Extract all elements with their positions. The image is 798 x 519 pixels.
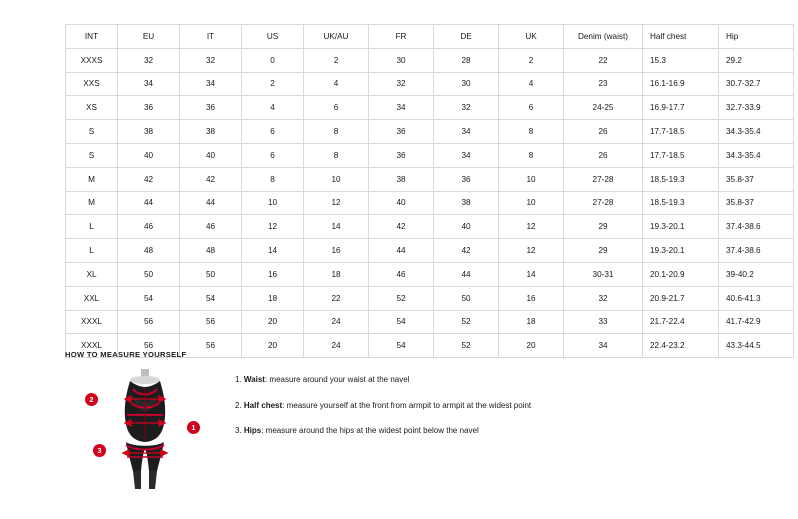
- how-to-measure-title: HOW TO MEASURE YOURSELF: [65, 350, 187, 359]
- cell-uk-au: 14: [304, 215, 369, 239]
- marker-2: 2: [85, 393, 98, 406]
- cell-de: 30: [434, 72, 499, 96]
- cell-uk-au: 4: [304, 72, 369, 96]
- mannequin-illustration: [111, 369, 179, 494]
- cell-denim-waist: 34: [564, 334, 643, 358]
- cell-uk-au: 6: [304, 96, 369, 120]
- measurement-instructions: [235, 369, 531, 452]
- cell-uk-au: 12: [304, 191, 369, 215]
- cell-uk: 2: [499, 48, 564, 72]
- instruction-text: : measure around your waist at the navel: [264, 375, 410, 384]
- cell-uk-au: 24: [304, 334, 369, 358]
- cell-denim-waist: 24-25: [564, 96, 643, 120]
- cell-hip: 34.3-35.4: [719, 120, 794, 144]
- cell-fr: 42: [369, 215, 434, 239]
- table-row: [66, 286, 794, 310]
- instruction-number: 2.: [235, 400, 242, 410]
- cell-uk: 12: [499, 239, 564, 263]
- column-header-de: DE: [434, 25, 499, 49]
- cell-fr: 38: [369, 167, 434, 191]
- cell-hip: 29.2: [719, 48, 794, 72]
- column-header-int: INT: [66, 25, 118, 49]
- cell-denim-waist: 33: [564, 310, 643, 334]
- cell-uk: 8: [499, 143, 564, 167]
- table-row: [66, 143, 794, 167]
- cell-us: 14: [242, 239, 304, 263]
- cell-half-chest: 22.4-23.2: [643, 334, 719, 358]
- cell-uk: 12: [499, 215, 564, 239]
- cell-int: XXXL: [66, 310, 118, 334]
- cell-eu: 42: [118, 167, 180, 191]
- marker-3: 3: [93, 444, 106, 457]
- marker-1: 1: [187, 421, 200, 434]
- size-chart-table: [65, 24, 794, 358]
- cell-eu: 38: [118, 120, 180, 144]
- cell-eu: 56: [118, 334, 180, 358]
- cell-de: 28: [434, 48, 499, 72]
- cell-hip: 37.4-38.6: [719, 239, 794, 263]
- cell-us: 18: [242, 286, 304, 310]
- cell-denim-waist: 27-28: [564, 191, 643, 215]
- table-row: [66, 310, 794, 334]
- cell-us: 4: [242, 96, 304, 120]
- cell-half-chest: 15.3: [643, 48, 719, 72]
- cell-denim-waist: 22: [564, 48, 643, 72]
- cell-it: 56: [180, 310, 242, 334]
- cell-half-chest: 16.9-17.7: [643, 96, 719, 120]
- column-header-uk: UK: [499, 25, 564, 49]
- cell-eu: 40: [118, 143, 180, 167]
- cell-hip: 30.7-32.7: [719, 72, 794, 96]
- cell-us: 6: [242, 143, 304, 167]
- table-row: [66, 72, 794, 96]
- cell-hip: 35.8-37: [719, 191, 794, 215]
- instruction-term: Hips: [243, 426, 262, 436]
- cell-denim-waist: 26: [564, 143, 643, 167]
- cell-uk: 20: [499, 334, 564, 358]
- instruction-term: Waist: [243, 375, 265, 384]
- cell-uk-au: 18: [304, 262, 369, 286]
- instruction-text: : measure around the hips at the widest point below the navel: [261, 426, 479, 436]
- cell-half-chest: 17.7-18.5: [643, 120, 719, 144]
- cell-eu: 48: [118, 239, 180, 263]
- cell-de: 34: [434, 120, 499, 144]
- cell-us: 10: [242, 191, 304, 215]
- cell-hip: 34.3-35.4: [719, 143, 794, 167]
- cell-fr: 30: [369, 48, 434, 72]
- cell-int: S: [66, 120, 118, 144]
- cell-de: 50: [434, 286, 499, 310]
- cell-us: 0: [242, 48, 304, 72]
- cell-eu: 56: [118, 310, 180, 334]
- cell-it: 46: [180, 215, 242, 239]
- cell-uk-au: 2: [304, 48, 369, 72]
- instruction-hips: [235, 426, 531, 436]
- cell-uk: 8: [499, 120, 564, 144]
- cell-denim-waist: 30-31: [564, 262, 643, 286]
- cell-int: S: [66, 143, 118, 167]
- instruction-number: 1.: [235, 375, 242, 384]
- cell-us: 6: [242, 120, 304, 144]
- table-header-row: [66, 25, 794, 49]
- table-row: [66, 191, 794, 215]
- cell-us: 16: [242, 262, 304, 286]
- cell-fr: 52: [369, 286, 434, 310]
- cell-denim-waist: 23: [564, 72, 643, 96]
- cell-uk-au: 22: [304, 286, 369, 310]
- how-to-measure-section: [65, 350, 733, 494]
- instruction-waist: [235, 375, 531, 385]
- cell-fr: 36: [369, 120, 434, 144]
- cell-half-chest: 20.1-20.9: [643, 262, 719, 286]
- cell-eu: 36: [118, 96, 180, 120]
- cell-hip: 43.3-44.5: [719, 334, 794, 358]
- cell-uk: 4: [499, 72, 564, 96]
- table-row: [66, 167, 794, 191]
- cell-uk: 10: [499, 191, 564, 215]
- table-row: [66, 96, 794, 120]
- cell-us: 2: [242, 72, 304, 96]
- cell-hip: 40.6-41.3: [719, 286, 794, 310]
- cell-us: 12: [242, 215, 304, 239]
- cell-it: 54: [180, 286, 242, 310]
- cell-uk: 16: [499, 286, 564, 310]
- column-header-fr: FR: [369, 25, 434, 49]
- cell-it: 56: [180, 334, 242, 358]
- cell-uk: 10: [499, 167, 564, 191]
- cell-fr: 54: [369, 334, 434, 358]
- column-header-it: IT: [180, 25, 242, 49]
- instruction-number: 3.: [235, 426, 242, 436]
- cell-half-chest: 21.7-22.4: [643, 310, 719, 334]
- cell-fr: 32: [369, 72, 434, 96]
- cell-hip: 37.4-38.6: [719, 215, 794, 239]
- cell-eu: 54: [118, 286, 180, 310]
- cell-int: XXXL: [66, 334, 118, 358]
- cell-int: L: [66, 215, 118, 239]
- cell-half-chest: 18.5-19.3: [643, 191, 719, 215]
- table-row: [66, 239, 794, 263]
- cell-int: M: [66, 191, 118, 215]
- cell-uk: 14: [499, 262, 564, 286]
- cell-hip: 32.7-33.9: [719, 96, 794, 120]
- cell-it: 38: [180, 120, 242, 144]
- cell-int: XS: [66, 96, 118, 120]
- cell-fr: 40: [369, 191, 434, 215]
- cell-uk: 18: [499, 310, 564, 334]
- instruction-term: Half chest: [243, 400, 283, 410]
- cell-us: 8: [242, 167, 304, 191]
- cell-fr: 54: [369, 310, 434, 334]
- measurement-figure: [85, 369, 205, 494]
- cell-fr: 34: [369, 96, 434, 120]
- cell-de: 44: [434, 262, 499, 286]
- table-header: [66, 25, 794, 49]
- cell-int: M: [66, 167, 118, 191]
- table-row: [66, 215, 794, 239]
- cell-eu: 34: [118, 72, 180, 96]
- cell-denim-waist: 32: [564, 286, 643, 310]
- cell-half-chest: 18.5-19.3: [643, 167, 719, 191]
- cell-uk-au: 16: [304, 239, 369, 263]
- column-header-hip: Hip: [719, 25, 794, 49]
- cell-de: 52: [434, 310, 499, 334]
- cell-de: 32: [434, 96, 499, 120]
- cell-us: 20: [242, 334, 304, 358]
- cell-hip: 39-40.2: [719, 262, 794, 286]
- size-chart-container: [65, 24, 761, 358]
- column-header-denim-waist: Denim (waist): [564, 25, 643, 49]
- cell-denim-waist: 29: [564, 239, 643, 263]
- cell-denim-waist: 29: [564, 215, 643, 239]
- cell-it: 44: [180, 191, 242, 215]
- cell-hip: 41.7-42.9: [719, 310, 794, 334]
- cell-eu: 46: [118, 215, 180, 239]
- cell-uk-au: 24: [304, 310, 369, 334]
- cell-it: 42: [180, 167, 242, 191]
- table-body: [66, 48, 794, 357]
- column-header-eu: EU: [118, 25, 180, 49]
- cell-it: 50: [180, 262, 242, 286]
- column-header-half-chest: Half chest: [643, 25, 719, 49]
- cell-fr: 44: [369, 239, 434, 263]
- cell-half-chest: 17.7-18.5: [643, 143, 719, 167]
- cell-int: L: [66, 239, 118, 263]
- cell-fr: 46: [369, 262, 434, 286]
- how-to-measure-body: [65, 369, 733, 494]
- cell-denim-waist: 27-28: [564, 167, 643, 191]
- cell-de: 52: [434, 334, 499, 358]
- cell-fr: 36: [369, 143, 434, 167]
- cell-eu: 44: [118, 191, 180, 215]
- cell-de: 34: [434, 143, 499, 167]
- cell-de: 42: [434, 239, 499, 263]
- cell-eu: 50: [118, 262, 180, 286]
- cell-eu: 32: [118, 48, 180, 72]
- column-header-uk-au: UK/AU: [304, 25, 369, 49]
- cell-uk: 6: [499, 96, 564, 120]
- table-row: [66, 48, 794, 72]
- cell-int: XXXS: [66, 48, 118, 72]
- cell-it: 32: [180, 48, 242, 72]
- cell-uk-au: 8: [304, 143, 369, 167]
- cell-int: XL: [66, 262, 118, 286]
- table-row: [66, 262, 794, 286]
- cell-it: 40: [180, 143, 242, 167]
- instruction-text: : measure yourself at the front from armpit to armpit at the widest point: [282, 400, 532, 410]
- cell-hip: 35.8-37: [719, 167, 794, 191]
- cell-de: 36: [434, 167, 499, 191]
- cell-half-chest: 19.3-20.1: [643, 215, 719, 239]
- table-row: [66, 120, 794, 144]
- cell-uk-au: 8: [304, 120, 369, 144]
- cell-it: 36: [180, 96, 242, 120]
- cell-us: 20: [242, 310, 304, 334]
- column-header-us: US: [242, 25, 304, 49]
- cell-de: 40: [434, 215, 499, 239]
- cell-half-chest: 16.1-16.9: [643, 72, 719, 96]
- cell-half-chest: 19.3-20.1: [643, 239, 719, 263]
- cell-it: 34: [180, 72, 242, 96]
- cell-denim-waist: 26: [564, 120, 643, 144]
- instruction-half-chest: [235, 401, 531, 411]
- cell-half-chest: 20.9-21.7: [643, 286, 719, 310]
- cell-int: XXL: [66, 286, 118, 310]
- cell-uk-au: 10: [304, 167, 369, 191]
- cell-it: 48: [180, 239, 242, 263]
- cell-de: 38: [434, 191, 499, 215]
- cell-int: XXS: [66, 72, 118, 96]
